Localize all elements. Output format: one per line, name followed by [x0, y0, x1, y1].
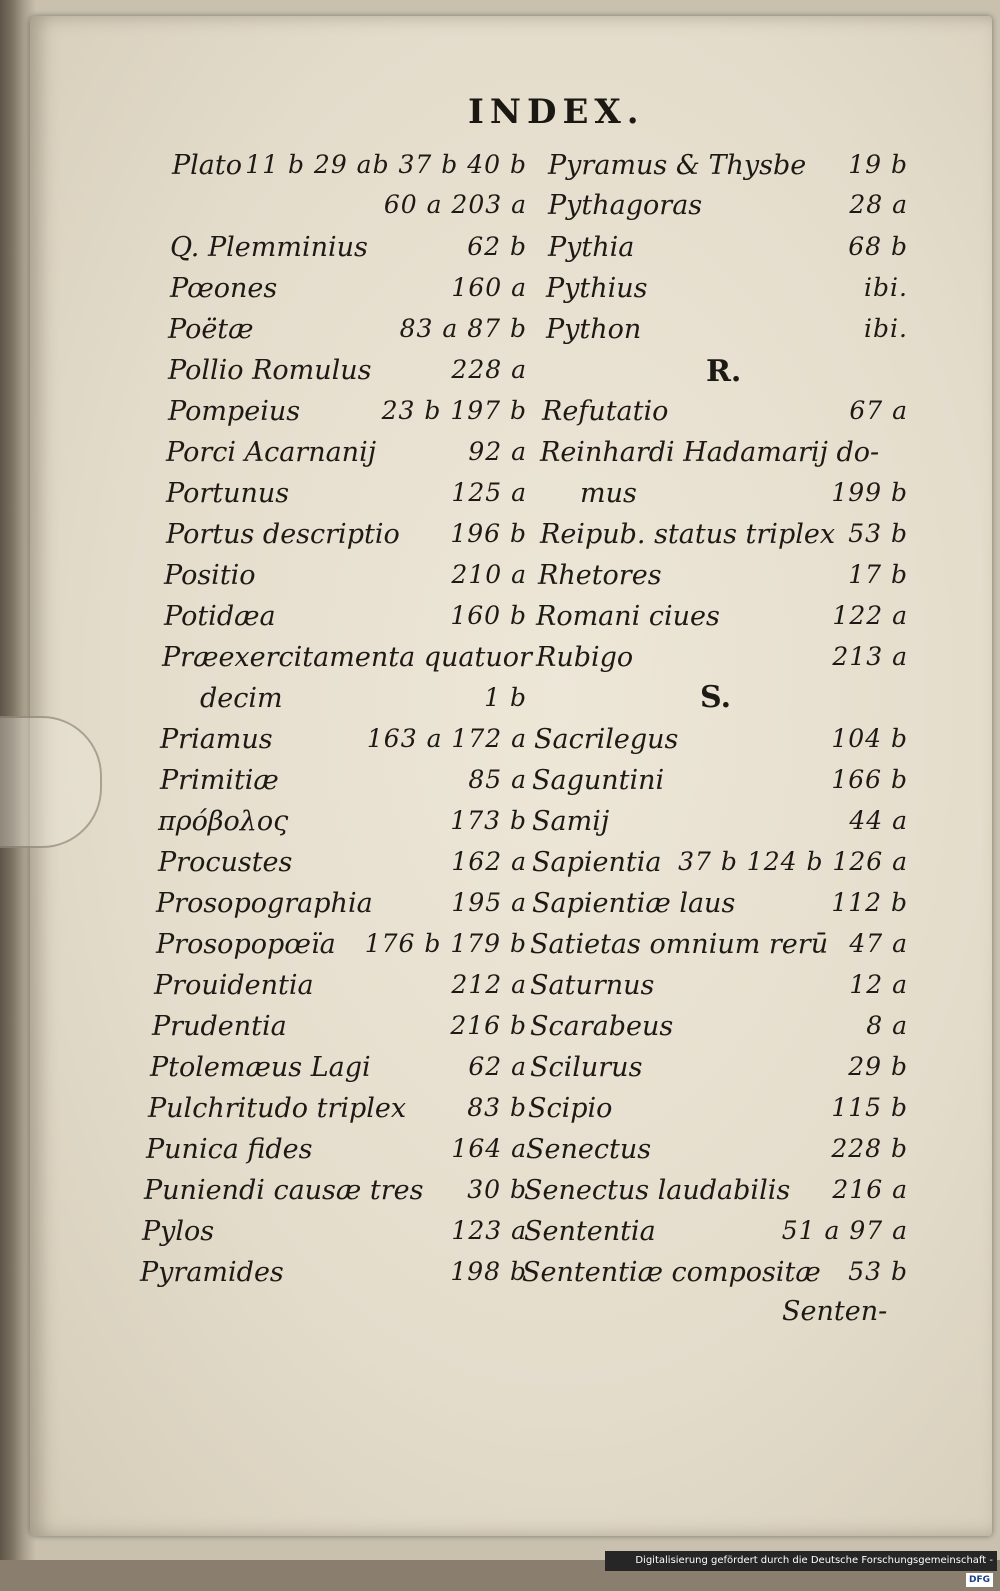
index-entry: [530, 1011, 908, 1051]
index-term: Pythagoras: [548, 190, 703, 221]
index-term: Scipio: [528, 1093, 613, 1124]
index-term: Pulchritudo triplex: [148, 1093, 407, 1124]
index-page-ref: 30 b: [467, 1175, 527, 1204]
index-page-ref: 60 a 203 a: [383, 190, 527, 219]
index-entry: [152, 1011, 527, 1051]
index-page-ref: 199 b: [831, 478, 908, 507]
index-term: Pœones: [170, 273, 278, 304]
index-entry: [546, 273, 908, 313]
index-entry: [526, 1134, 908, 1174]
index-term: Pythius: [546, 273, 648, 304]
index-entry: [538, 560, 908, 600]
index-page-ref: 44 a: [849, 806, 908, 835]
index-entry: [528, 1093, 908, 1133]
index-entry: [140, 1257, 527, 1297]
section-letter-r: R.: [706, 354, 742, 389]
index-term: Rhetores: [538, 560, 662, 591]
index-term: Reinhardi Hadamarij do-: [540, 437, 880, 468]
index-entry: [168, 355, 527, 395]
index-term: Scarabeus: [530, 1011, 674, 1042]
index-page-ref: ibi.: [864, 314, 908, 343]
index-page-ref: 47 a: [849, 929, 908, 958]
index-page-ref: 12 a: [849, 970, 908, 999]
index-entry: [530, 929, 908, 969]
index-page-ref: 53 b: [848, 519, 908, 548]
index-term: Q. Plemminius: [170, 232, 368, 263]
index-entry: [144, 1175, 527, 1215]
index-term: Refutatio: [542, 396, 669, 427]
index-page-ref: 125 a: [451, 478, 527, 507]
index-term: Reipub. status triplex: [540, 519, 836, 550]
index-page-ref: 216 b: [450, 1011, 527, 1040]
index-term: Punica fides: [146, 1134, 313, 1165]
index-term: Præexercitamenta quatuor: [162, 642, 532, 673]
index-page-ref: 228 b: [831, 1134, 908, 1163]
index-term: Portus descriptio: [166, 519, 400, 550]
dfg-logo: DFG: [966, 1573, 993, 1587]
index-entry: [536, 642, 908, 682]
index-term: Sapientia: [532, 847, 662, 878]
index-entry: [540, 519, 908, 559]
index-entry: [530, 1052, 908, 1092]
index-entry: [168, 396, 527, 436]
index-entry: [166, 478, 527, 518]
index-term: Prouidentia: [154, 970, 314, 1001]
index-term: Porci Acarnanij: [166, 437, 377, 468]
footer-text: Digitalisierung gefördert durch die Deutsche Forschungsgemeinschaft -: [635, 1555, 993, 1566]
index-term: Prudentia: [152, 1011, 287, 1042]
index-page-ref: 210 a: [451, 560, 527, 589]
index-term: Pyramus & Thysbe: [548, 150, 807, 181]
index-page-ref: 213 a: [832, 642, 908, 671]
section-letter-s: S.: [700, 680, 732, 715]
index-entry: [522, 1257, 908, 1297]
index-entry: [548, 150, 908, 190]
index-term: Prosopopœïa: [156, 929, 336, 960]
index-page-ref: 196 b: [450, 519, 527, 548]
index-entry: [168, 314, 527, 354]
index-term: πρόβολος: [158, 806, 289, 837]
index-page-ref: 115 b: [831, 1093, 908, 1122]
index-term: Ptolemæus Lagi: [150, 1052, 371, 1083]
index-entry: [158, 806, 527, 846]
index-term: Primitiæ: [160, 765, 279, 796]
index-entry: [540, 437, 908, 477]
index-term: Priamus: [160, 724, 273, 755]
index-page-ref: 62 a: [468, 1052, 527, 1081]
index-term: Rubigo: [536, 642, 634, 673]
index-page-ref: 11 b 29 ab 37 b 40 b: [245, 150, 527, 179]
index-term: Poëtæ: [168, 314, 254, 345]
index-term: Sententia: [524, 1216, 656, 1247]
index-term: Pythia: [548, 232, 635, 263]
index-entry: [160, 724, 527, 764]
index-entry: [156, 929, 527, 969]
index-page-ref: 62 b: [467, 232, 527, 261]
index-entry: [158, 847, 527, 887]
index-term: decim: [200, 683, 283, 714]
catchword: Senten-: [782, 1296, 888, 1327]
index-entry: [548, 190, 908, 230]
index-term: Python: [546, 314, 642, 345]
index-page-ref: 51 a 97 a: [781, 1216, 908, 1245]
index-entry: [542, 396, 908, 436]
index-page-ref: 23 b 197 b: [381, 396, 527, 425]
index-page-ref: 29 b: [848, 1052, 908, 1081]
index-term: Senectus: [526, 1134, 652, 1165]
index-page-ref: 228 a: [451, 355, 527, 384]
index-entry: [532, 765, 908, 805]
index-entry: [164, 560, 527, 600]
index-page-ref: 85 a: [468, 765, 527, 794]
index-term: Potidæa: [164, 601, 276, 632]
index-entry: [532, 888, 908, 928]
index-page-ref: 123 a: [451, 1216, 527, 1245]
index-page-ref: 160 a: [451, 273, 527, 302]
index-page-ref: 53 b: [848, 1257, 908, 1286]
index-term: Sapientiæ laus: [532, 888, 736, 919]
index-term: Pyramides: [140, 1257, 284, 1288]
index-page-ref: 212 a: [451, 970, 527, 999]
index-term: Prosopographia: [156, 888, 373, 919]
index-entry: [148, 1093, 527, 1133]
index-term: Saguntini: [532, 765, 665, 796]
index-page-ref: 160 b: [450, 601, 527, 630]
index-term: Senectus laudabilis: [524, 1175, 791, 1206]
index-entry: [580, 478, 908, 518]
index-entry: [534, 724, 908, 764]
index-page-ref: 195 a: [451, 888, 527, 917]
index-entry: [548, 232, 908, 272]
index-page-ref: 164 a: [451, 1134, 527, 1163]
index-entry: [524, 1216, 908, 1256]
index-page-ref: 8 a: [866, 1011, 908, 1040]
index-page-ref: 104 b: [831, 724, 908, 753]
index-entry: [530, 970, 908, 1010]
index-page-ref: 83 b: [467, 1093, 527, 1122]
index-entry: [156, 888, 527, 928]
index-page-ref: 37 b 124 b 126 a: [678, 847, 908, 876]
index-page-ref: 122 a: [832, 601, 908, 630]
index-term: Plato: [172, 150, 243, 181]
index-page-ref: 166 b: [831, 765, 908, 794]
index-page-ref: 163 a 172 a: [366, 724, 527, 753]
index-entry: [166, 437, 527, 477]
index-term: Satietas omnium rerū: [530, 929, 829, 960]
index-page-ref: 1 b: [484, 683, 527, 712]
index-page-ref: 198 b: [450, 1257, 527, 1286]
index-term: Romani ciues: [536, 601, 720, 632]
index-entry: [532, 806, 908, 846]
index-page-ref: 162 a: [451, 847, 527, 876]
index-entry: [150, 1052, 527, 1092]
index-page-ref: 112 b: [831, 888, 908, 917]
index-page-ref: 173 b: [450, 806, 527, 835]
index-page-ref: 67 a: [849, 396, 908, 425]
index-entry: [146, 1134, 527, 1174]
index-term: Pompeius: [168, 396, 301, 427]
index-page-ref: 17 b: [848, 560, 908, 589]
index-term: Samij: [532, 806, 610, 837]
index-term: Puniendi causæ tres: [144, 1175, 424, 1206]
index-page-ref: 216 a: [832, 1175, 908, 1204]
index-term: Saturnus: [530, 970, 655, 1001]
index-page-ref: 19 b: [848, 150, 908, 179]
page-title: INDEX.: [468, 92, 645, 132]
index-page-ref: 83 a 87 b: [399, 314, 527, 343]
index-entry: [166, 519, 527, 559]
index-page-ref: 68 b: [848, 232, 908, 261]
index-entry: [160, 765, 527, 805]
index-entry: [532, 847, 908, 887]
index-term: Scilurus: [530, 1052, 643, 1083]
index-entry: [200, 683, 527, 723]
index-term: Sacrilegus: [534, 724, 679, 755]
index-entry: [142, 1216, 527, 1256]
index-term: Sententiæ compositæ: [522, 1257, 821, 1288]
index-entry: [172, 150, 527, 190]
index-term: Portunus: [166, 478, 290, 509]
index-entry: [385, 190, 527, 230]
index-page-ref: 28 a: [849, 190, 908, 219]
index-term: Pollio Romulus: [168, 355, 372, 386]
index-entry: [536, 601, 908, 641]
index-entry: [170, 273, 527, 313]
index-entry: [164, 601, 527, 641]
index-entry: [154, 970, 527, 1010]
index-page-ref: ibi.: [864, 273, 908, 302]
index-term: Positio: [164, 560, 256, 591]
index-term: Pylos: [142, 1216, 215, 1247]
index-page-ref: 176 b 179 b: [364, 929, 527, 958]
digitization-footer: [605, 1551, 997, 1585]
index-entry: [546, 314, 908, 354]
index-page-ref: 92 a: [468, 437, 527, 466]
index-entry: [524, 1175, 908, 1215]
index-term: mus: [580, 478, 637, 509]
index-entry: [162, 642, 532, 682]
index-entry: [170, 232, 527, 272]
index-term: Procustes: [158, 847, 293, 878]
